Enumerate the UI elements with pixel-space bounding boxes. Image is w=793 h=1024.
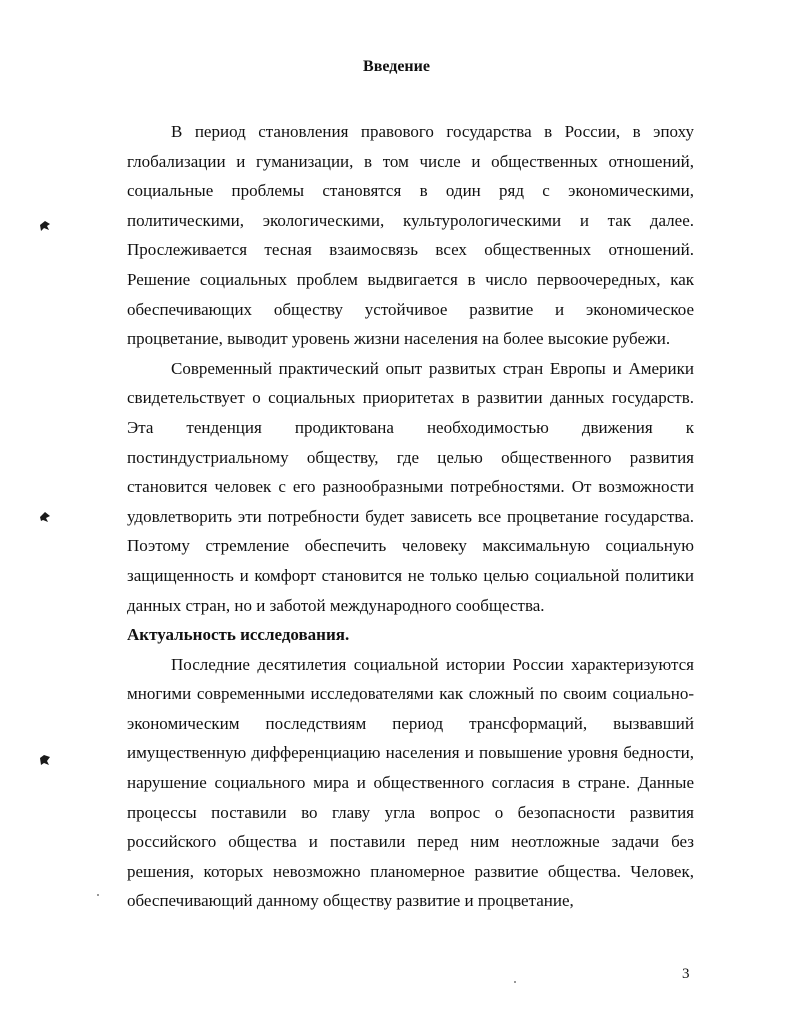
body-text [127,117,694,916]
page-title: Введение [363,58,430,75]
scan-speck [514,981,516,983]
scan-speck [97,894,99,896]
binding-hole-mark-icon [38,510,52,524]
paragraph-1: В период становления правового государства в России, в эпоху глобализации и гуманизации, в том числе и общественных отношений, социальные проблемы становятся в один ряд с экономическими, политическими, экологическими, культурологическими и так далее. Прослеживается тесная взаимосвязь всех общественных отношений. Решение социальных проблем выдвигается в число первоочередных, как обеспечивающих обществу устойчивое развитие и экономическое процветание, выводит уровень жизни населения на более высокие рубежи. [127,122,694,349]
paragraph-2: Современный практический опыт развитых стран Европы и Америки свидетельствует о социальных приоритетах в развитии данных государств. Эта тенденция продиктована необходимостью движения к постиндустриальному обществу, где целью общественного развития становится человек с его разнообразными потребностями. От возможности удовлетворить эти потребности будет зависеть все процветание государства. Поэтому стремление обеспечить человеку максимальную социальную защищенность и комфорт становится не только целью социальной политики данных стран, но и заботой международного сообщества. [127,358,694,615]
paragraph-3: Последние десятилетия социальной истории России характеризуются многими современными исследователями как сложный по своим социально-экономическим последствиям период трансформаций, вызвавший имущественную дифференциацию населения и повышение уровня бедности, нарушение социального мира и общественного согласия в стране. Данные процессы поставили во главу угла вопрос о безопасности развития российского общества и поставили перед ним неотложные задачи без решения, которых невозможно планомерное развитие общества. Человек, обеспечивающий данному обществу развитие и процветание, [127,654,694,911]
binding-hole-mark-icon [38,219,52,233]
section-heading: Актуальность исследования. [127,625,350,645]
binding-hole-mark-icon [38,753,52,767]
page-number: 3 [682,966,690,982]
